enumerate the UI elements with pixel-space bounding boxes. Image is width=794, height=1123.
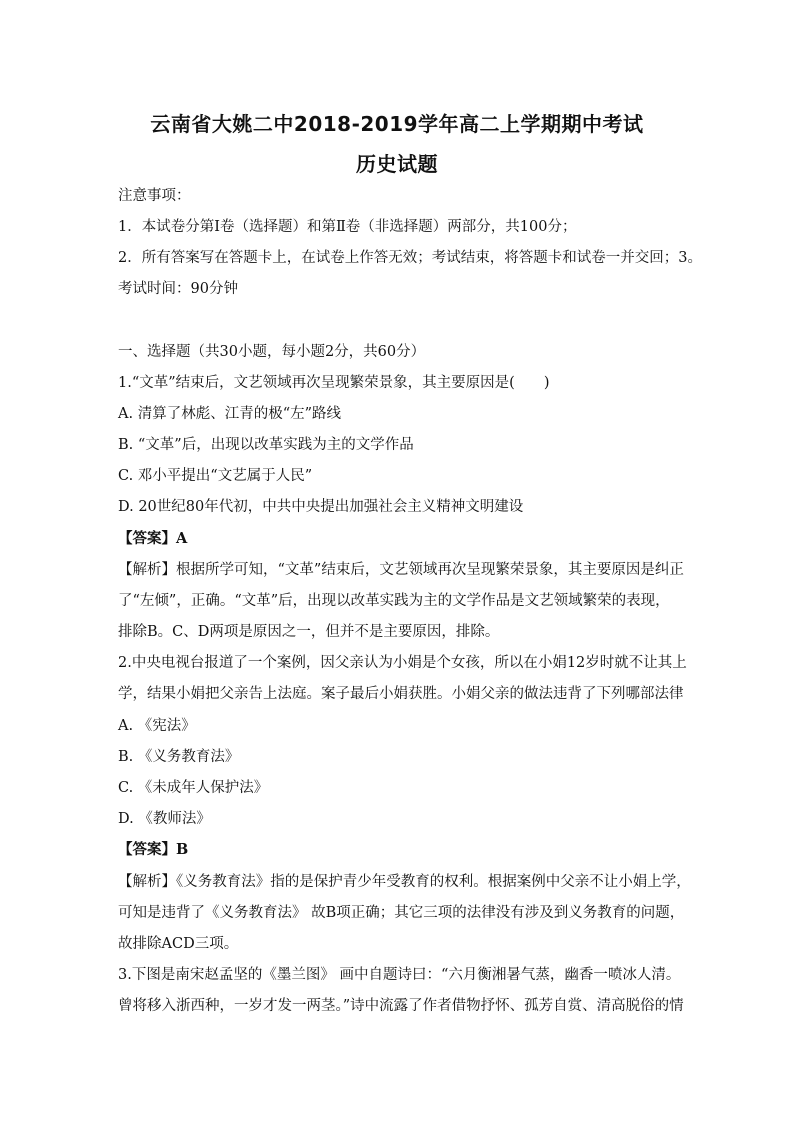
analysis-text: 故排除ACD三项。 [118,936,239,952]
question-option: A. 《宪法》 [118,718,196,734]
question-option: C. 《未成年人保护法》 [118,780,269,796]
question-option: B. 《义务教育法》 [118,749,240,765]
question-stem: 2.中央电视台报道了一个案例，因父亲认为小娟是个女孩，所以在小娟12岁时就不让其上 [118,655,687,671]
question-option: D. 《教师法》 [118,811,211,827]
note-item: 2．所有答案写在答题卡上，在试卷上作答无效；考试结束，将答题卡和试卷一并交回；3。 [118,250,702,266]
section-heading: 一、选择题（共30小题，每小题2分，共60分） [118,344,426,360]
answer-label: 【答案】A [118,530,188,547]
analysis-text: 了“左倾”，正确。“文革”后，出现以改革实践为主的文学作品是文艺领域繁荣的表现， [118,593,670,609]
question-option: B. “文革”后，出现以改革实践为主的文学作品 [118,437,414,453]
notes-heading: 注意事项： [118,188,191,204]
analysis-text: 可知是违背了《义务教育法》 故B项正确；其它三项的法律没有涉及到义务教育的问题， [118,905,685,921]
answer-label: 【答案】B [118,841,189,858]
question-option: C. 邓小平提出“文艺属于人民” [118,468,313,484]
exam-subtitle: 历史试题 [356,152,438,176]
note-item: 考试时间：90分钟 [118,281,238,297]
analysis-text: 【解析】根据所学可知，“文革”结束后，文艺领域再次呈现繁荣景象，其主要原因是纠正 [118,562,684,578]
question-stem: 1.“文革”结束后，文艺领域再次呈现繁荣景象，其主要原因是( ) [118,375,550,391]
question-option: D. 20世纪80年代初，中共中央提出加强社会主义精神文明建设 [118,499,524,515]
question-option: A. 清算了林彪、江青的极“左”路线 [118,406,342,422]
question-stem: 3.下图是南宋赵孟坚的《墨兰图》 画中自题诗曰：“六月衡湘暑气蒸，幽香一喷冰人清。 [118,967,681,983]
analysis-text: 排除B。C、D两项是原因之一，但并不是主要原因，排除。 [118,624,500,640]
question-stem: 学，结果小娟把父亲告上法庭。案子最后小娟获胜。小娟父亲的做法违背了下列哪部法律 [118,686,684,702]
question-stem: 曾将移入浙西种，一岁才发一两茎。”诗中流露了作者借物抒怀、孤芳自赏、清高脱俗的情 [118,998,684,1014]
analysis-text: 【解析】《义务教育法》指的是保护青少年受教育的权利。根据案例中父亲不让小娟上学， [118,874,691,890]
note-item: 1．本试卷分第Ⅰ卷（选择题）和第Ⅱ卷（非选择题）两部分，共100分； [118,219,577,235]
exam-title: 云南省大姚二中2018-2019学年高二上学期期中考试 [150,112,644,136]
